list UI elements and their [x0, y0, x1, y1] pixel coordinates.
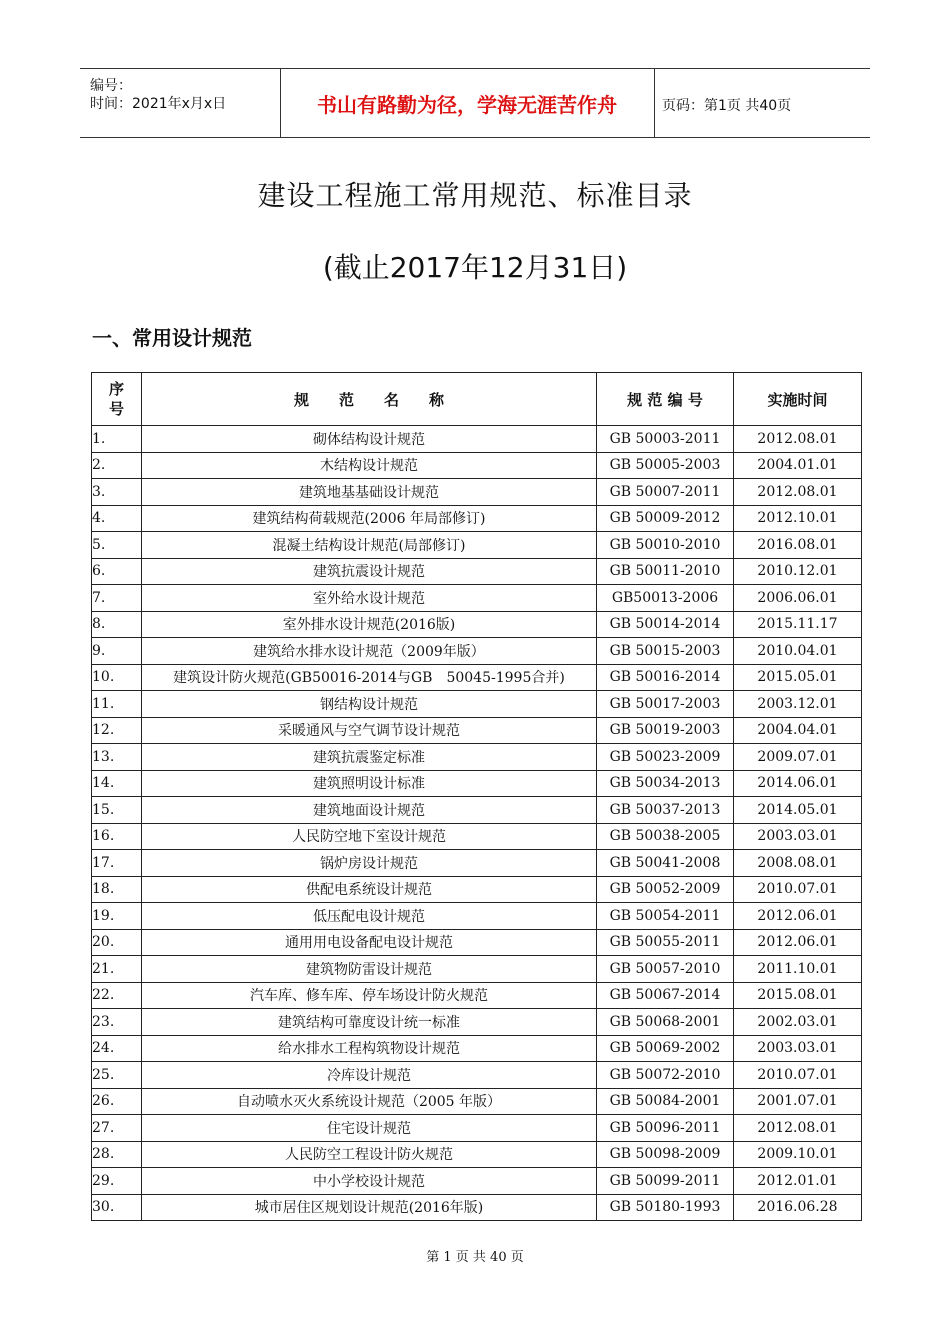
section-title: 一、常用设计规范	[92, 326, 252, 350]
cell-date: 2010.04.01	[734, 638, 862, 665]
cell-no: 28.	[92, 1141, 142, 1168]
cell-name: 建筑物防雷设计规范	[142, 956, 597, 983]
cell-date: 2014.05.01	[734, 797, 862, 824]
table-row	[92, 1009, 862, 1036]
cell-name: 建筑给水排水设计规范（2009年版）	[142, 638, 597, 665]
table-row	[92, 1088, 862, 1115]
cell-date: 2015.05.01	[734, 664, 862, 691]
cell-date: 2001.07.01	[734, 1088, 862, 1115]
cell-date: 2003.03.01	[734, 823, 862, 850]
table-row	[92, 717, 862, 744]
cell-name: 冷库设计规范	[142, 1062, 597, 1089]
cell-no: 16.	[92, 823, 142, 850]
cell-code: GB 50052-2009	[597, 876, 734, 903]
cell-code: GB 50037-2013	[597, 797, 734, 824]
cell-no: 27.	[92, 1115, 142, 1142]
table-row	[92, 982, 862, 1009]
cell-code: GB 50023-2009	[597, 744, 734, 771]
cell-code: GB 50010-2010	[597, 532, 734, 559]
cell-code: GB 50038-2005	[597, 823, 734, 850]
cell-name: 木结构设计规范	[142, 452, 597, 479]
cell-date: 2002.03.01	[734, 1009, 862, 1036]
cell-no: 10.	[92, 664, 142, 691]
table-row	[92, 744, 862, 771]
cell-date: 2015.11.17	[734, 611, 862, 638]
document-header	[80, 68, 870, 138]
cell-code: GB 50067-2014	[597, 982, 734, 1009]
header-date: 实施时间	[734, 373, 862, 426]
cell-no: 22.	[92, 982, 142, 1009]
cell-code: GB 50003-2011	[597, 426, 734, 453]
cell-no: 20.	[92, 929, 142, 956]
cell-name: 通用用电设备配电设计规范	[142, 929, 597, 956]
document-number-label: 编号：	[90, 78, 132, 94]
cell-date: 2016.06.28	[734, 1194, 862, 1221]
table-header-row	[92, 373, 862, 426]
table-row	[92, 1168, 862, 1195]
cell-code: GB 50180-1993	[597, 1194, 734, 1221]
document-time-label: 时间：2021年x月x日	[90, 96, 227, 112]
cell-name: 锅炉房设计规范	[142, 850, 597, 877]
header-no-line1: 序	[108, 380, 124, 398]
cell-no: 18.	[92, 876, 142, 903]
cell-name: 给水排水工程构筑物设计规范	[142, 1035, 597, 1062]
cell-name: 建筑结构荷载规范(2006 年局部修订)	[142, 505, 597, 532]
cell-date: 2004.01.01	[734, 452, 862, 479]
cell-no: 24.	[92, 1035, 142, 1062]
table-row	[92, 850, 862, 877]
cell-date: 2015.08.01	[734, 982, 862, 1009]
cell-code: GB 50084-2001	[597, 1088, 734, 1115]
cell-name: 住宅设计规范	[142, 1115, 597, 1142]
table-row	[92, 956, 862, 983]
cell-no: 13.	[92, 744, 142, 771]
cell-date: 2008.08.01	[734, 850, 862, 877]
cell-code: GB 50057-2010	[597, 956, 734, 983]
cell-no: 11.	[92, 691, 142, 718]
cell-name: 自动喷水灭火系统设计规范（2005 年版）	[142, 1088, 597, 1115]
cell-date: 2014.06.01	[734, 770, 862, 797]
cell-no: 26.	[92, 1088, 142, 1115]
cell-code: GB 50016-2014	[597, 664, 734, 691]
cell-no: 2.	[92, 452, 142, 479]
table-row	[92, 585, 862, 612]
header-page-info: 页码：第1页 共40页	[662, 98, 792, 114]
cell-code: GB 50072-2010	[597, 1062, 734, 1089]
cell-name: 建筑照明设计标准	[142, 770, 597, 797]
cell-code: GB 50011-2010	[597, 558, 734, 585]
cell-no: 29.	[92, 1168, 142, 1195]
cell-date: 2012.10.01	[734, 505, 862, 532]
page-footer: 第 1 页 共 40 页	[426, 1250, 524, 1265]
table-body	[92, 426, 862, 1221]
table-row	[92, 505, 862, 532]
table-row	[92, 611, 862, 638]
cell-code: GB 50098-2009	[597, 1141, 734, 1168]
cell-no: 25.	[92, 1062, 142, 1089]
cell-date: 2012.08.01	[734, 1115, 862, 1142]
cell-code: GB 50017-2003	[597, 691, 734, 718]
cell-code: GB 50099-2011	[597, 1168, 734, 1195]
table-row	[92, 479, 862, 506]
cell-no: 3.	[92, 479, 142, 506]
cell-name: 低压配电设计规范	[142, 903, 597, 930]
cell-name: 砌体结构设计规范	[142, 426, 597, 453]
cell-no: 1.	[92, 426, 142, 453]
cell-name: 建筑结构可靠度设计统一标准	[142, 1009, 597, 1036]
cell-name: 城市居住区规划设计规范(2016年版)	[142, 1194, 597, 1221]
cell-code: GB 50068-2001	[597, 1009, 734, 1036]
cell-no: 5.	[92, 532, 142, 559]
cell-no: 14.	[92, 770, 142, 797]
cell-no: 9.	[92, 638, 142, 665]
cell-no: 15.	[92, 797, 142, 824]
table-row	[92, 452, 862, 479]
cell-date: 2016.08.01	[734, 532, 862, 559]
cell-code: GB 50007-2011	[597, 479, 734, 506]
table-row	[92, 558, 862, 585]
cell-code: GB50013-2006	[597, 585, 734, 612]
cell-name: 人民防空地下室设计规范	[142, 823, 597, 850]
cell-no: 6.	[92, 558, 142, 585]
cell-date: 2012.01.01	[734, 1168, 862, 1195]
cell-code: GB 50054-2011	[597, 903, 734, 930]
cell-name: 建筑设计防火规范(GB50016-2014与GB 50045-1995合并)	[142, 664, 597, 691]
cell-code: GB 50009-2012	[597, 505, 734, 532]
cell-no: 12.	[92, 717, 142, 744]
cell-name: 中小学校设计规范	[142, 1168, 597, 1195]
cell-no: 8.	[92, 611, 142, 638]
table-row	[92, 929, 862, 956]
table-row	[92, 1194, 862, 1221]
table-row	[92, 532, 862, 559]
table-row	[92, 638, 862, 665]
cell-name: 供配电系统设计规范	[142, 876, 597, 903]
cell-date: 2012.06.01	[734, 903, 862, 930]
cell-name: 建筑地基基础设计规范	[142, 479, 597, 506]
table-row	[92, 1062, 862, 1089]
cell-name: 建筑抗震鉴定标准	[142, 744, 597, 771]
table-row	[92, 1035, 862, 1062]
table-row	[92, 770, 862, 797]
header-no	[92, 373, 142, 426]
cell-name: 采暖通风与空气调节设计规范	[142, 717, 597, 744]
cell-code: GB 50041-2008	[597, 850, 734, 877]
cell-name: 人民防空工程设计防火规范	[142, 1141, 597, 1168]
cell-date: 2003.12.01	[734, 691, 862, 718]
cell-name: 钢结构设计规范	[142, 691, 597, 718]
cell-date: 2012.08.01	[734, 426, 862, 453]
cell-no: 4.	[92, 505, 142, 532]
cell-code: GB 50034-2013	[597, 770, 734, 797]
table-row	[92, 1141, 862, 1168]
cell-code: GB 50014-2014	[597, 611, 734, 638]
table-row	[92, 664, 862, 691]
cell-date: 2010.07.01	[734, 876, 862, 903]
table-row	[92, 1115, 862, 1142]
cell-code: GB 50015-2003	[597, 638, 734, 665]
cell-date: 2004.04.01	[734, 717, 862, 744]
cell-name: 室外给水设计规范	[142, 585, 597, 612]
cell-date: 2010.07.01	[734, 1062, 862, 1089]
cell-date: 2012.06.01	[734, 929, 862, 956]
cell-no: 23.	[92, 1009, 142, 1036]
table-row	[92, 876, 862, 903]
header-motto: 书山有路勤为径，学海无涯苦作舟	[280, 69, 655, 137]
spec-table	[91, 372, 862, 1221]
table-row	[92, 426, 862, 453]
cell-no: 21.	[92, 956, 142, 983]
cell-code: GB 50055-2011	[597, 929, 734, 956]
cell-no: 17.	[92, 850, 142, 877]
cell-name: 建筑地面设计规范	[142, 797, 597, 824]
page-subtitle: (截止2017年12月31日)	[322, 251, 628, 284]
cell-no: 19.	[92, 903, 142, 930]
cell-code: GB 50069-2002	[597, 1035, 734, 1062]
cell-name: 室外排水设计规范(2016版)	[142, 611, 597, 638]
table-row	[92, 797, 862, 824]
cell-no: 30.	[92, 1194, 142, 1221]
table-row	[92, 823, 862, 850]
cell-date: 2003.03.01	[734, 1035, 862, 1062]
cell-date: 2012.08.01	[734, 479, 862, 506]
page-title: 建设工程施工常用规范、标准目录	[257, 179, 693, 212]
header-name: 规 范 名 称	[142, 373, 597, 426]
cell-name: 混凝土结构设计规范(局部修订)	[142, 532, 597, 559]
cell-date: 2009.07.01	[734, 744, 862, 771]
cell-code: GB 50019-2003	[597, 717, 734, 744]
cell-date: 2009.10.01	[734, 1141, 862, 1168]
table-row	[92, 903, 862, 930]
cell-code: GB 50005-2003	[597, 452, 734, 479]
cell-date: 2010.12.01	[734, 558, 862, 585]
cell-date: 2011.10.01	[734, 956, 862, 983]
header-no-line2: 号	[108, 400, 124, 418]
cell-no: 7.	[92, 585, 142, 612]
cell-name: 建筑抗震设计规范	[142, 558, 597, 585]
header-code: 规 范 编 号	[597, 373, 734, 426]
header-info-cell	[80, 69, 281, 137]
cell-date: 2006.06.01	[734, 585, 862, 612]
table-row	[92, 691, 862, 718]
cell-name: 汽车库、修车库、停车场设计防火规范	[142, 982, 597, 1009]
cell-code: GB 50096-2011	[597, 1115, 734, 1142]
